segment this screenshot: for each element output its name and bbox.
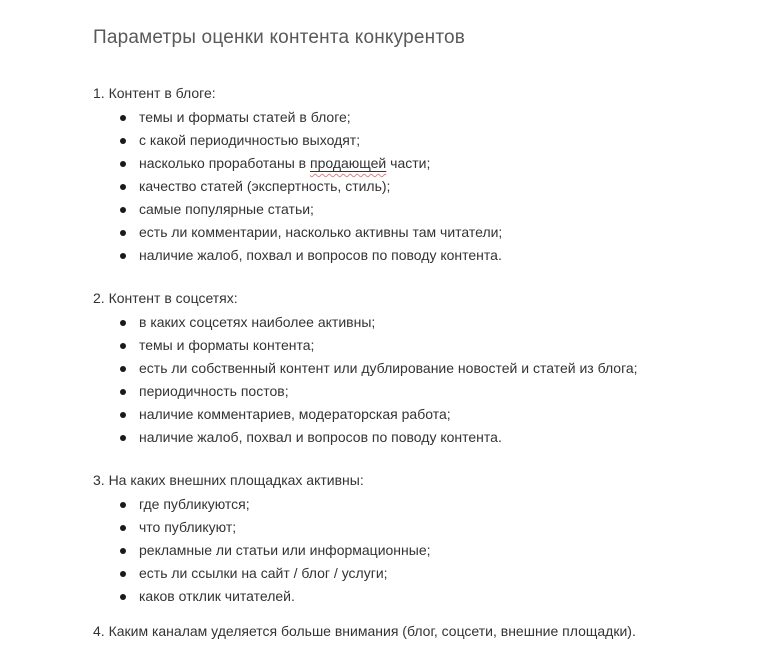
section-external-platforms bbox=[93, 471, 728, 608]
list-item-text: темы и форматы контента; bbox=[139, 337, 315, 353]
bullet-icon bbox=[120, 184, 126, 190]
bullet-icon bbox=[120, 207, 126, 213]
list-item bbox=[93, 152, 728, 175]
list-item-text: качество статей (экспертность, стиль); bbox=[139, 178, 391, 194]
list-item-text: что публикуют; bbox=[139, 519, 237, 535]
bullet-icon bbox=[120, 525, 126, 531]
list-item-text: в каких соцсетях наиболее активны; bbox=[139, 314, 376, 330]
bullet-icon bbox=[120, 320, 126, 326]
list-item-text: каков отклик читателей. bbox=[139, 588, 295, 604]
section-blog-content bbox=[93, 84, 728, 267]
list-item-text-prefix: насколько проработаны в bbox=[139, 155, 310, 171]
list-item bbox=[93, 106, 728, 129]
section-channel-attention bbox=[93, 622, 728, 640]
underlined-word bbox=[310, 155, 386, 171]
bullet-icon bbox=[120, 502, 126, 508]
list-item-text: есть ли ссылки на сайт / блог / услуги; bbox=[139, 565, 388, 581]
bullet-icon bbox=[120, 366, 126, 372]
list-item bbox=[93, 585, 728, 608]
list-item bbox=[93, 175, 728, 198]
bullet-icon bbox=[120, 571, 126, 577]
list-item-text: есть ли собственный контент или дублирование новостей и статей из блога; bbox=[139, 360, 638, 376]
section-3-heading: 3. На каких внешних площадках активны: bbox=[93, 472, 364, 488]
section-4-heading: 4. Каким каналам уделяется больше внимания (блог, соцсети, внешние площадки). bbox=[93, 623, 636, 639]
list-item bbox=[93, 539, 728, 562]
bullet-icon bbox=[120, 115, 126, 121]
bullet-icon bbox=[120, 412, 126, 418]
list-item-text-suffix: части; bbox=[386, 155, 431, 171]
list-item bbox=[93, 357, 728, 380]
list-item-text: есть ли комментарии, насколько активны там читатели; bbox=[139, 224, 503, 240]
list-item bbox=[93, 198, 728, 221]
list-item bbox=[93, 403, 728, 426]
list-item-text: рекламные ли статьи или информационные; bbox=[139, 542, 431, 558]
list-item bbox=[93, 311, 728, 334]
section-1-heading: 1. Контент в блоге: bbox=[93, 85, 216, 101]
bullet-icon bbox=[120, 253, 126, 259]
bullet-icon bbox=[120, 389, 126, 395]
bullet-icon bbox=[120, 594, 126, 600]
section-social-content bbox=[93, 289, 728, 449]
section-3-list bbox=[93, 493, 728, 608]
list-item bbox=[93, 221, 728, 244]
list-item-text: наличие жалоб, похвал и вопросов по поводу контента. bbox=[139, 247, 502, 263]
bullet-icon bbox=[120, 138, 126, 144]
bullet-icon bbox=[120, 343, 126, 349]
list-item-text: где публикуются; bbox=[139, 496, 250, 512]
list-item-text: периодичность постов; bbox=[139, 383, 289, 399]
section-2-heading: 2. Контент в соцсетях: bbox=[93, 290, 238, 306]
list-item-text: наличие комментариев, модераторская работа; bbox=[139, 406, 451, 422]
list-item bbox=[93, 426, 728, 449]
list-item-text: наличие жалоб, похвал и вопросов по поводу контента. bbox=[139, 429, 502, 445]
list-item bbox=[93, 380, 728, 403]
section-1-list bbox=[93, 106, 728, 267]
list-item bbox=[93, 562, 728, 585]
list-item bbox=[93, 334, 728, 357]
bullet-icon bbox=[120, 230, 126, 236]
bullet-icon bbox=[120, 548, 126, 554]
list-item-text: темы и форматы статей в блоге; bbox=[139, 109, 351, 125]
list-item-text: самые популярные статьи; bbox=[139, 201, 314, 217]
spellcheck-squiggle: продающей bbox=[309, 155, 387, 171]
bullet-icon bbox=[120, 161, 126, 167]
list-item bbox=[93, 129, 728, 152]
section-2-list bbox=[93, 311, 728, 449]
list-item bbox=[93, 516, 728, 539]
list-item bbox=[93, 244, 728, 267]
list-item-text bbox=[139, 152, 430, 175]
list-item-text: с какой периодичностью выходят; bbox=[139, 132, 361, 148]
bullet-icon bbox=[120, 435, 126, 441]
page-title: Параметры оценки контента конкурентов bbox=[93, 27, 466, 48]
list-item bbox=[93, 493, 728, 516]
